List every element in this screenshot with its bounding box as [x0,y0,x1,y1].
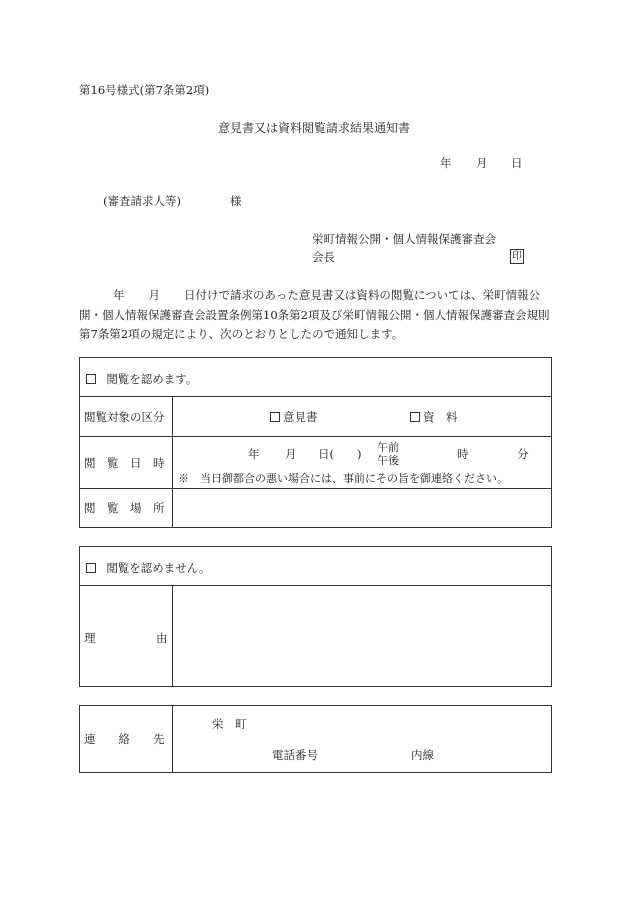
dt-year: 年 [248,447,260,461]
dt-day: 日( ) [318,447,362,461]
date-month: 月 [476,156,488,170]
body-paragraph [79,286,551,345]
deny-header-text: 閲覧を認めません。 [106,561,211,575]
deny-divider [79,585,552,586]
dt-hour: 時 [457,447,469,461]
form-number: 第16号様式(第7条第2項) [79,83,210,97]
body-month: 月 [148,288,160,302]
body-year: 年 [113,288,125,302]
contact-phone: 電話番号 [272,748,318,762]
material-checkbox[interactable] [410,412,420,422]
issuer-organization: 栄町情報公開・個人情報保護審査会 [312,232,496,246]
date-day: 日 [511,156,523,170]
option-material-text: 資 料 [423,410,458,424]
datetime-label: 閲 覧 日 時 [84,456,165,470]
reason-label-right: 由 [156,631,168,645]
deny-checkbox[interactable] [86,563,96,573]
approve-col-divider [172,396,173,528]
target-label: 閲覧対象の区分 [84,410,165,424]
option-material [410,409,458,425]
date-year: 年 [440,156,452,170]
option-opinion-text: 意見書 [283,410,318,424]
approve-divider-2 [79,436,552,437]
reason-field[interactable] [176,590,546,682]
issuer-position: 会長 [312,250,335,264]
document-title: 意見書又は資料閲覧請求結果通知書 [218,121,411,135]
addressee-honorific: 様 [230,194,242,208]
deny-header [86,560,211,576]
place-label: 閲 覧 場 所 [84,501,165,515]
body-text: 日付けで請求のあった意見書又は資料の閲覧については、栄町情報公開・個人情報保護審査会設置条例第10条第2項及び栄町情報公開・個人情報保護審査会規則第7条第2項の規定により、次のとおりとしたので通知します。 [79,288,550,341]
addressee-label: (審査請求人等) [103,194,181,208]
approve-checkbox[interactable] [86,374,96,384]
dt-note: ※ 当日御都合の悪い場合には、事前にその旨を御連絡ください。 [178,472,508,485]
deny-col-divider [172,585,173,687]
contact-extension: 内線 [411,748,434,762]
place-field[interactable] [176,492,546,524]
dt-month: 月 [285,447,297,461]
approve-divider-1 [79,396,552,397]
contact-label: 連 絡 先 [84,732,165,746]
reason-label-left: 理 [84,631,96,645]
dt-pm: 午後 [377,454,399,467]
approve-header-text: 閲覧を認めます。 [106,372,198,386]
approve-divider-3 [79,488,552,489]
approve-header [86,371,197,387]
dt-am: 午前 [377,441,399,454]
seal-text: 印 [512,251,522,262]
opinion-checkbox[interactable] [270,412,280,422]
contact-col-divider [172,705,173,773]
contact-town: 栄 町 [212,717,247,731]
dt-minute: 分 [517,447,529,461]
option-opinion [270,409,318,425]
seal-mark [510,248,524,264]
